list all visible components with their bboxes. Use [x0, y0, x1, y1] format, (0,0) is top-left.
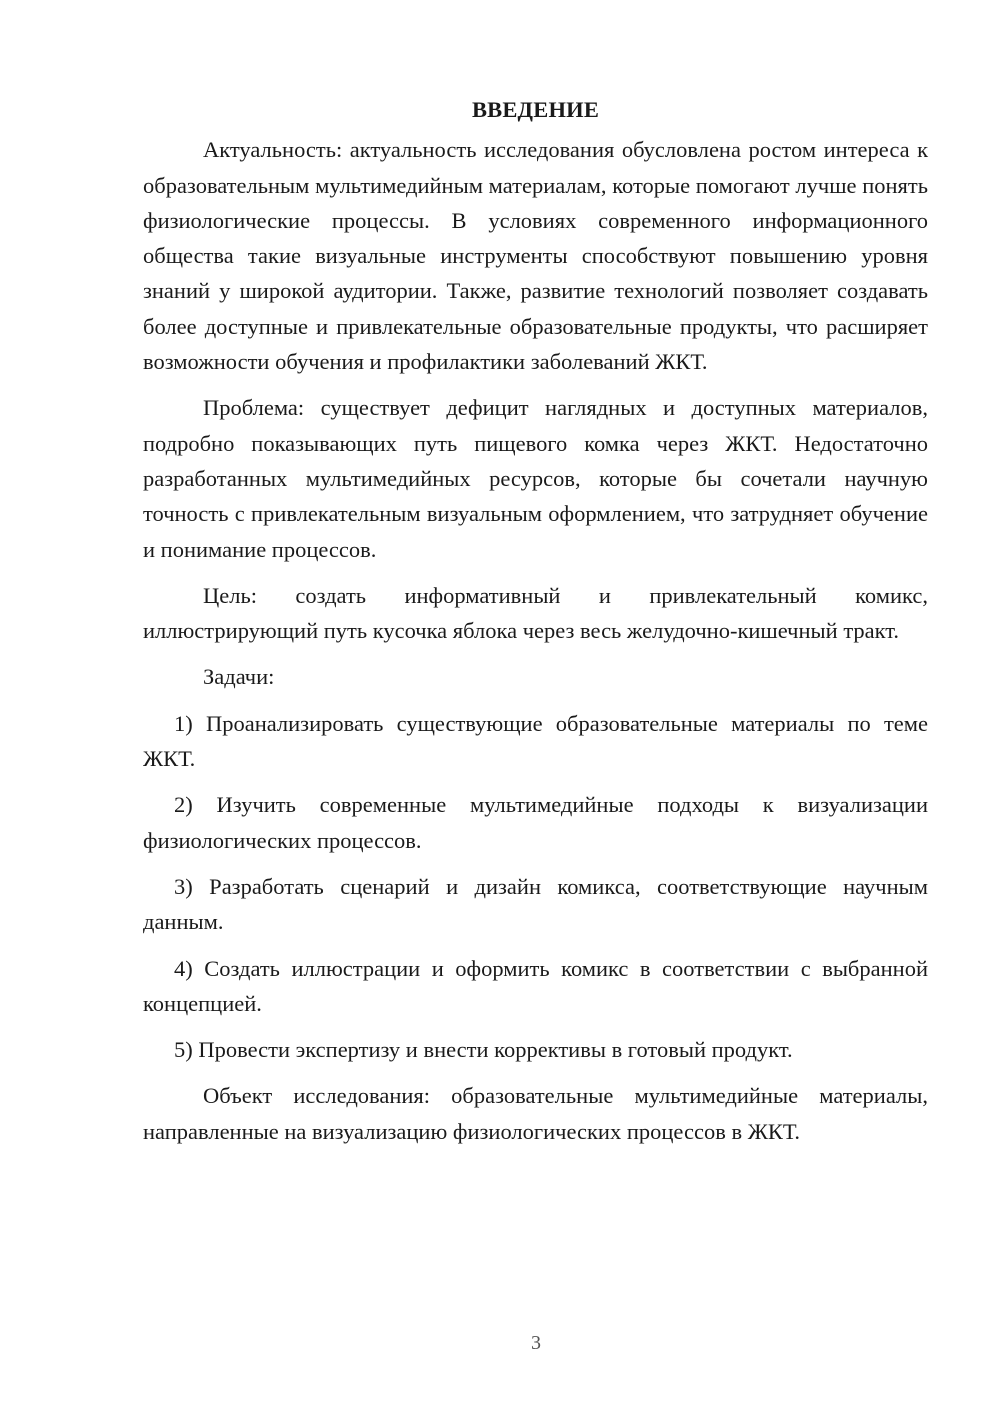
goal-paragraph: Цель: создать информативный и привлекательный комикс, иллюстрирующий путь кусочка яблока через весь желудочно-кишечный тракт.: [143, 582, 928, 644]
task-item-5: 5) Провести экспертизу и внести коррективы в готовый продукт.: [174, 1037, 793, 1063]
task-item-3: 3) Разработать сценарий и дизайн комикса, соответствующие научным данным.: [143, 873, 928, 935]
relevance-paragraph: Актуальность: актуальность исследования обусловлена ростом интереса к образовательным мультимедийным материалам, которые помогают лучше понять физиологические процессы. В условиях современного информационного общества такие визуальные инструменты способствуют повышению уровня знаний у широкой аудитории. Также, развитие технологий позволяет создавать более доступные и привлекательные образовательные продукты, что расширяет возможности обучения и профилактики заболеваний ЖКТ.: [143, 137, 928, 375]
section-title: ВВЕДЕНИЕ: [471, 97, 600, 122]
page-content: [143, 92, 928, 1160]
task-item-1: 1) Проанализировать существующие образовательные материалы по теме ЖКТ.: [143, 710, 928, 772]
problem-paragraph: Проблема: существует дефицит наглядных и доступных материалов, подробно показывающих путь пищевого комка через ЖКТ. Недостаточно разработанных мультимедийных ресурсов, которые бы сочетали научную точность с привлекательным визуальным оформлением, что затрудняет обучение и понимание процессов.: [143, 395, 928, 562]
tasks-heading: Задачи:: [203, 664, 275, 690]
task-item-2: 2) Изучить современные мультимедийные подходы к визуализации физиологических процессов.: [143, 792, 928, 853]
page-number: 3: [531, 1332, 541, 1354]
task-item-4: 4) Создать иллюстрации и оформить комикс в соответствии с выбранной концепцией.: [143, 955, 928, 1016]
object-paragraph: Объект исследования: образовательные мультимедийные материалы, направленные на визуализацию физиологических процессов в ЖКТ.: [143, 1083, 928, 1144]
